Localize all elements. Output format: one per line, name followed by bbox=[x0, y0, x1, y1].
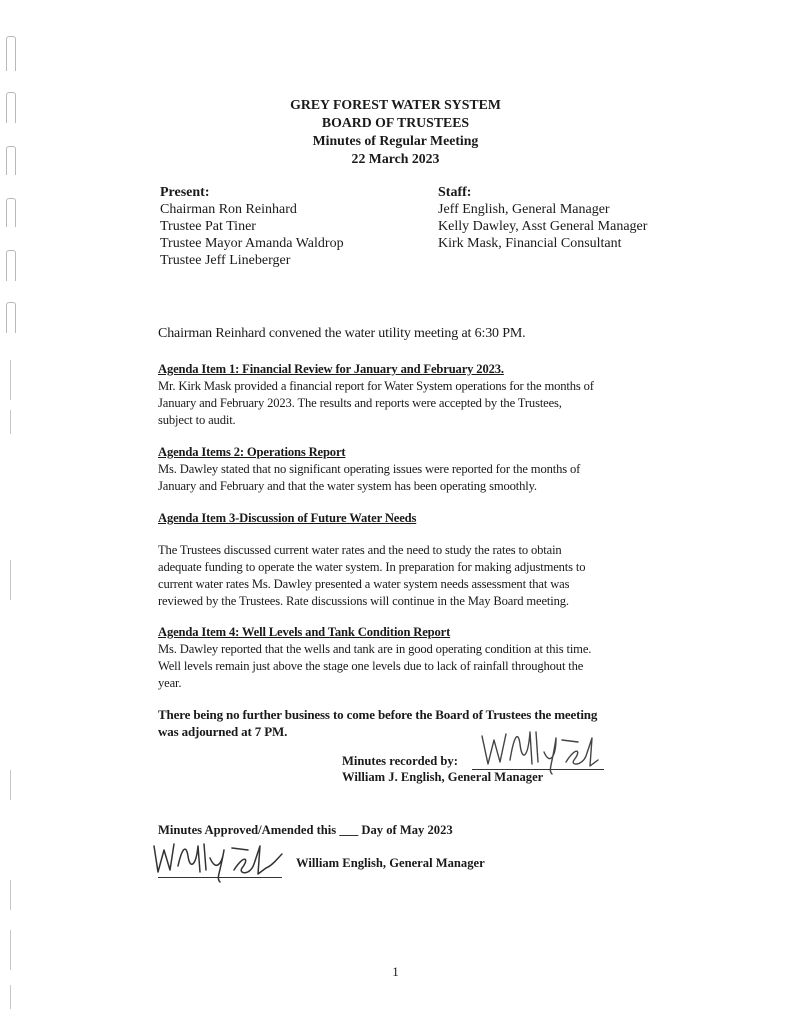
agenda-item-3 bbox=[158, 510, 658, 610]
binder-mark bbox=[6, 250, 16, 281]
approval-name: William English, General Manager bbox=[296, 856, 485, 870]
present-list bbox=[160, 184, 344, 269]
staff-member: Kirk Mask, Financial Consultant bbox=[438, 236, 622, 251]
agenda-item-text: current water rates Ms. Dawley presented a water system needs assessment that was bbox=[158, 577, 570, 591]
agenda-item-text: Ms. Dawley reported that the wells and tank are in good operating condition at this time. bbox=[158, 642, 592, 656]
agenda-item-text: January and February and that the water system has been operating smoothly. bbox=[158, 479, 537, 493]
document-title: Minutes of Regular Meeting bbox=[312, 133, 479, 148]
scan-edge-line bbox=[10, 770, 11, 800]
agenda-item-title: Agenda Item 1: Financial Review for January and February 2023. bbox=[158, 362, 504, 376]
meeting-date: 22 March 2023 bbox=[351, 151, 440, 166]
agenda-item-text: Mr. Kirk Mask provided a financial report for Water System operations for the months of bbox=[158, 379, 594, 393]
binder-mark bbox=[6, 36, 16, 71]
org-name: GREY FOREST WATER SYSTEM bbox=[290, 97, 501, 112]
approval-signature bbox=[148, 836, 288, 886]
scan-edge-line bbox=[10, 560, 11, 600]
present-member: Chairman Ron Reinhard bbox=[160, 202, 297, 217]
closing-line: There being no further business to come before the Board of Trustees the meeting bbox=[158, 707, 598, 722]
present-member: Trustee Mayor Amanda Waldrop bbox=[160, 236, 344, 251]
document-header bbox=[0, 96, 791, 168]
staff-member: Jeff English, General Manager bbox=[438, 202, 610, 217]
staff-heading: Staff: bbox=[438, 185, 472, 200]
binder-mark bbox=[6, 198, 16, 227]
scan-edge-line bbox=[10, 410, 11, 434]
approval-label: Minutes Approved/Amended this ___ Day of May 2023 bbox=[158, 823, 453, 837]
closing-line: was adjourned at 7 PM. bbox=[158, 724, 288, 739]
agenda-item-text: Ms. Dawley stated that no significant operating issues were reported for the months of bbox=[158, 462, 581, 476]
agenda-item-text: The Trustees discussed current water rates and the need to study the rates to obtain bbox=[158, 543, 562, 557]
agenda-item-title: Agenda Item 3-Discussion of Future Water Needs bbox=[158, 511, 417, 525]
present-heading: Present: bbox=[160, 185, 210, 200]
scan-edge-line bbox=[10, 360, 11, 400]
scan-edge-line bbox=[10, 985, 11, 1009]
agenda-item-title: Agenda Items 2: Operations Report bbox=[158, 445, 346, 459]
staff-list bbox=[438, 184, 647, 252]
agenda-item-title: Agenda Item 4: Well Levels and Tank Condition Report bbox=[158, 625, 451, 639]
agenda-item-text: subject to audit. bbox=[158, 413, 236, 427]
agenda-item-2 bbox=[158, 444, 658, 495]
staff-member: Kelly Dawley, Asst General Manager bbox=[438, 219, 648, 234]
recorder-signature bbox=[478, 726, 603, 776]
recorded-by-label: Minutes recorded by: bbox=[342, 754, 458, 768]
recorded-by-name: William J. English, General Manager bbox=[342, 770, 544, 784]
agenda-item-text: January and February 2023. The results and reports were accepted by the Trustees, bbox=[158, 396, 562, 410]
convened-statement: Chairman Reinhard convened the water utility meeting at 6:30 PM. bbox=[158, 326, 526, 341]
agenda-item-text: year. bbox=[158, 676, 182, 690]
scan-edge-line bbox=[10, 880, 11, 910]
agenda-item-text: Well levels remain just above the stage one levels due to lack of rainfall throughout the bbox=[158, 659, 584, 673]
present-member: Trustee Pat Tiner bbox=[160, 219, 256, 234]
binder-mark bbox=[6, 302, 16, 333]
board-name: BOARD OF TRUSTEES bbox=[321, 115, 470, 130]
agenda-item-1 bbox=[158, 361, 658, 429]
agenda-item-4 bbox=[158, 624, 658, 692]
agenda-item-text: reviewed by the Trustees. Rate discussions will continue in the May Board meeting. bbox=[158, 594, 569, 608]
present-member: Trustee Jeff Lineberger bbox=[160, 253, 291, 268]
agenda-item-text: adequate funding to operate the water system. In preparation for making adjustments to bbox=[158, 560, 586, 574]
page-number: 1 bbox=[392, 964, 399, 979]
